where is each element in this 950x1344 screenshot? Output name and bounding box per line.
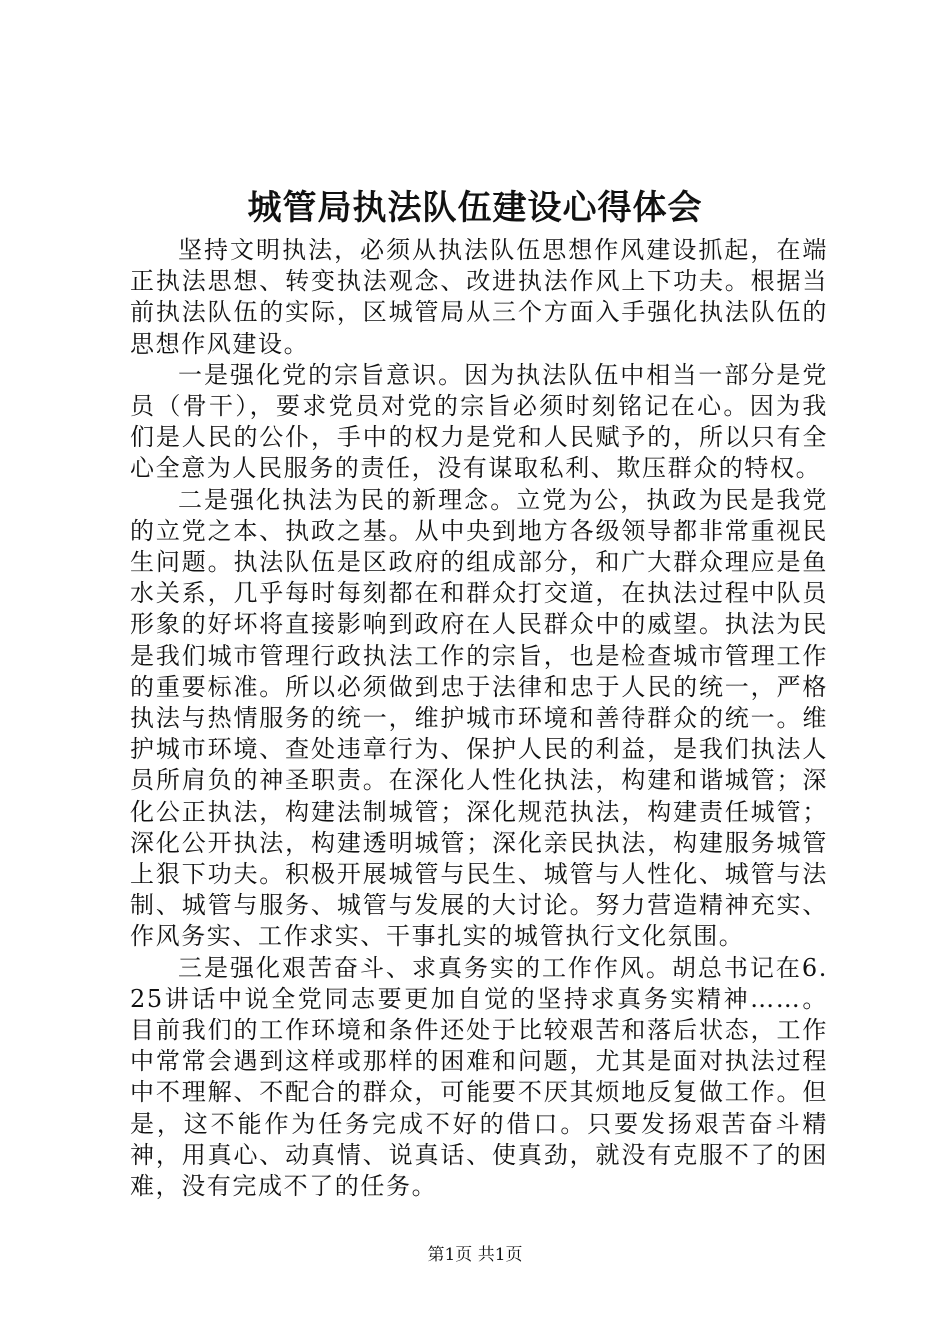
paragraph-point-one: 一是强化党的宗旨意识。因为执法队伍中相当一部分是党员（骨干），要求党员对党的宗旨必须时刻铭记在心。因为我们是人民的公仆，手中的权力是党和人民赋予的，所以只有全心全意为人民服务的责任，没有谋取私利、欺压群众的特权。 [130,360,828,483]
document-body [130,235,828,1202]
paragraph-intro: 坚持文明执法，必须从执法队伍思想作风建设抓起，在端正执法思想、转变执法观念、改进执法作风上下功夫。根据当前执法队伍的实际，区城管局从三个方面入手强化执法队伍的思想作风建设。 [130,236,828,358]
document-title: 城管局执法队伍建设心得体会 [247,188,703,228]
page-number-footer: 第1页 共1页 [427,1245,523,1265]
paragraph-point-three: 三是强化艰苦奋斗、求真务实的工作作风。胡总书记在6.25讲话中说全党同志要更加自觉的坚持求真务实精神……。目前我们的工作环境和条件还处于比较艰苦和落后状态，工作中常常会遇到这样或那样的困难和问题，尤其是面对执法过程中不理解、不配合的群众，可能要不厌其烦地反复做工作。但是，这不能作为任务完成不好的借口。只要发扬艰苦奋斗精神，用真心、动真情、说真话、使真劲，就没有克服不了的困难，没有完成不了的任务。 [130,953,828,1201]
paragraph-point-two: 二是强化执法为民的新理念。立党为公，执政为民是我党的立党之本、执政之基。从中央到地方各级领导都非常重视民生问题。执法队伍是区政府的组成部分，和广大群众理应是鱼水关系，几乎每时每刻都在和群众打交道，在执法过程中队员形象的好坏将直接影响到政府在人民群众中的威望。执法为民是我们城市管理行政执法工作的宗旨，也是检查城市管理工作的重要标准。所以必须做到忠于法律和忠于人民的统一，严格执法与热情服务的统一，维护城市环境和善待群众的统一。维护城市环境、查处违章行为、保护人民的利益，是我们执法人员所肩负的神圣职责。在深化人性化执法，构建和谐城管；深化公正执法，构建法制城管；深化规范执法，构建责任城管；深化公开执法，构建透明城管；深化亲民执法，构建服务城管上狠下功夫。积极开展城管与民生、城管与人性化、城管与法制、城管与服务、城管与发展的大讨论。努力营造精神充实、作风务实、工作求实、干事扎实的城管执行文化氛围。 [130,485,828,951]
